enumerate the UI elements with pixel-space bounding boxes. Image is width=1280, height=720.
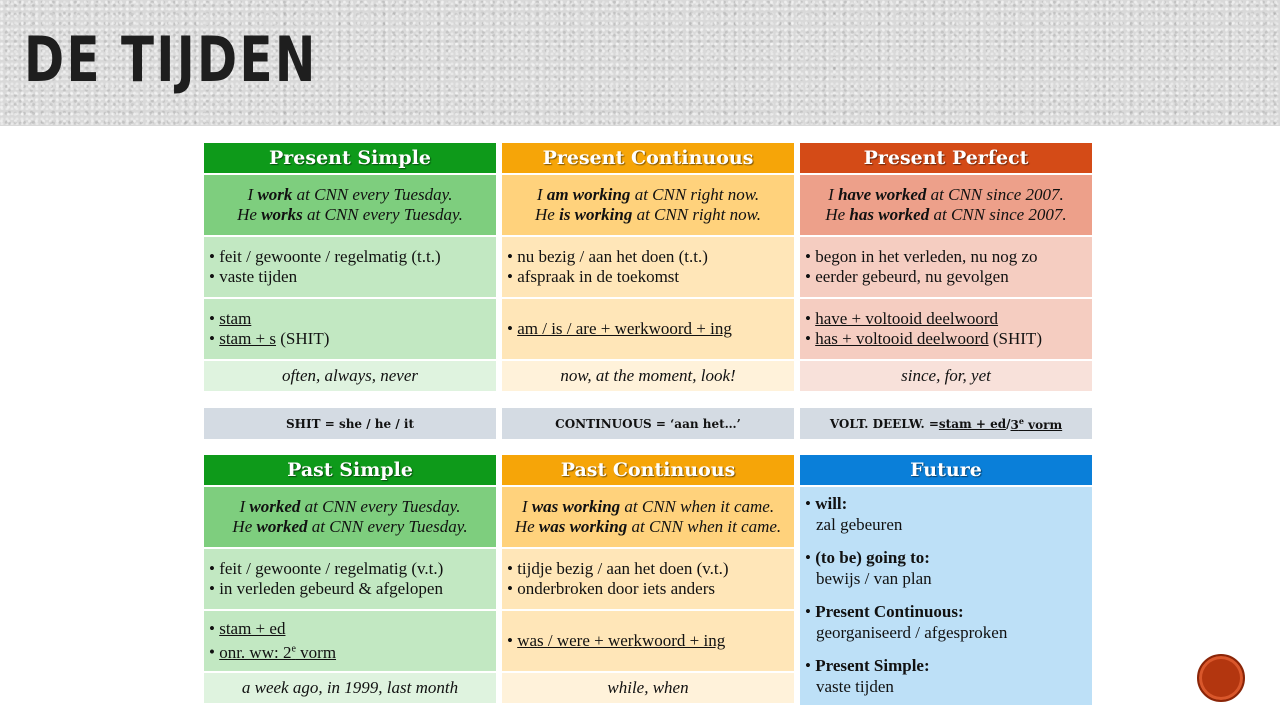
usage-line: • begon in het verleden, nu nog zo [805,246,1038,266]
future-item: • Present Continuous: georganiseerd / afgesproken [805,602,1008,642]
present-continuous-signal-words: now, at the moment, look! [502,361,794,391]
present-simple-signal-words: often, always, never [204,361,496,391]
present-perfect-signal-words: since, for, yet [800,361,1092,391]
past-simple-usage [204,549,496,609]
present-perfect-usage [800,237,1092,297]
slide-title: DE TIJDEN [24,23,318,96]
future-column [800,455,1092,705]
present-perfect-examples [800,175,1092,235]
past-simple-header: Past Simple [204,455,496,485]
example-line: He was working at CNN when it came. [514,517,782,536]
example-line: I am working at CNN right now. [536,184,760,204]
past-simple-column [204,455,496,705]
usage-line: • nu bezig / aan het doen (t.t.) [507,246,708,266]
form-line: • stam [209,308,252,328]
usage-line: • vaste tijden [209,267,298,286]
present-simple-examples [204,175,496,235]
past-continuous-signal-words: while, when [502,673,794,703]
note-shit: SHIT = she / he / it [204,408,496,439]
future-item: • (to be) going to: bewijs / van plan [805,548,932,588]
future-item: • Present Simple: vaste tijden [805,656,930,696]
usage-line: • feit / gewoonte / regelmatig (t.t.) [209,246,441,266]
usage-line: • tijdje bezig / aan het doen (v.t.) [507,558,729,578]
form-line: • am / is / are + werkwoord + ing [507,318,732,338]
present-simple-usage [204,237,496,297]
past-continuous-examples [502,487,794,547]
form-line: • stam + ed [209,618,286,638]
example-line: I worked at CNN every Tuesday. [239,496,461,516]
present-perfect-form [800,299,1092,359]
past-continuous-column [502,455,794,705]
title-banner [0,0,1280,126]
usage-line: • afspraak in de toekomst [507,267,680,286]
present-continuous-usage [502,237,794,297]
past-continuous-form [502,611,794,671]
future-item: • will: zal gebeuren [805,494,903,534]
form-line: • stam + s (SHIT) [209,329,330,348]
future-header: Future [800,455,1092,485]
example-line: I was working at CNN when it came. [521,496,775,516]
form-line: • was / were + werkwoord + ing [507,630,726,650]
usage-line: • onderbroken door iets anders [507,579,716,598]
form-line: • have + voltooid deelwoord [805,308,999,328]
example-line: He has worked at CNN since 2007. [825,205,1067,224]
present-perfect-header: Present Perfect [800,143,1092,173]
usage-line: • in verleden gebeurd & afgelopen [209,579,443,598]
present-simple-header: Present Simple [204,143,496,173]
usage-line: • eerder gebeurd, nu gevolgen [805,267,1009,286]
example-line: I work at CNN every Tuesday. [247,184,453,204]
present-simple-form [204,299,496,359]
present-perfect-column [800,143,1092,393]
present-continuous-examples [502,175,794,235]
past-simple-form [204,611,496,671]
form-line: • onr. ww: 2e vorm [209,642,337,662]
present-continuous-form [502,299,794,359]
usage-line: • feit / gewoonte / regelmatig (v.t.) [209,558,444,578]
past-simple-examples [204,487,496,547]
form-line: • has + voltooid deelwoord (SHIT) [805,329,1042,348]
future-body [800,487,1092,705]
present-simple-column [204,143,496,393]
note-volt-deelw: VOLT. DEELW. = stam + ed / 3e vorm [800,408,1092,439]
example-line: I have worked at CNN since 2007. [828,184,1064,204]
example-line: He worked at CNN every Tuesday. [232,517,468,536]
example-line: He works at CNN every Tuesday. [237,205,463,224]
past-continuous-header: Past Continuous [502,455,794,485]
present-continuous-header: Present Continuous [502,143,794,173]
slide-nav-button[interactable] [1197,654,1245,702]
example-line: He is working at CNN right now. [535,205,761,224]
past-continuous-usage [502,549,794,609]
note-continuous: CONTINUOUS = ‘aan het…’ [502,408,794,439]
past-simple-signal-words: a week ago, in 1999, last month [204,673,496,703]
present-continuous-column [502,143,794,393]
